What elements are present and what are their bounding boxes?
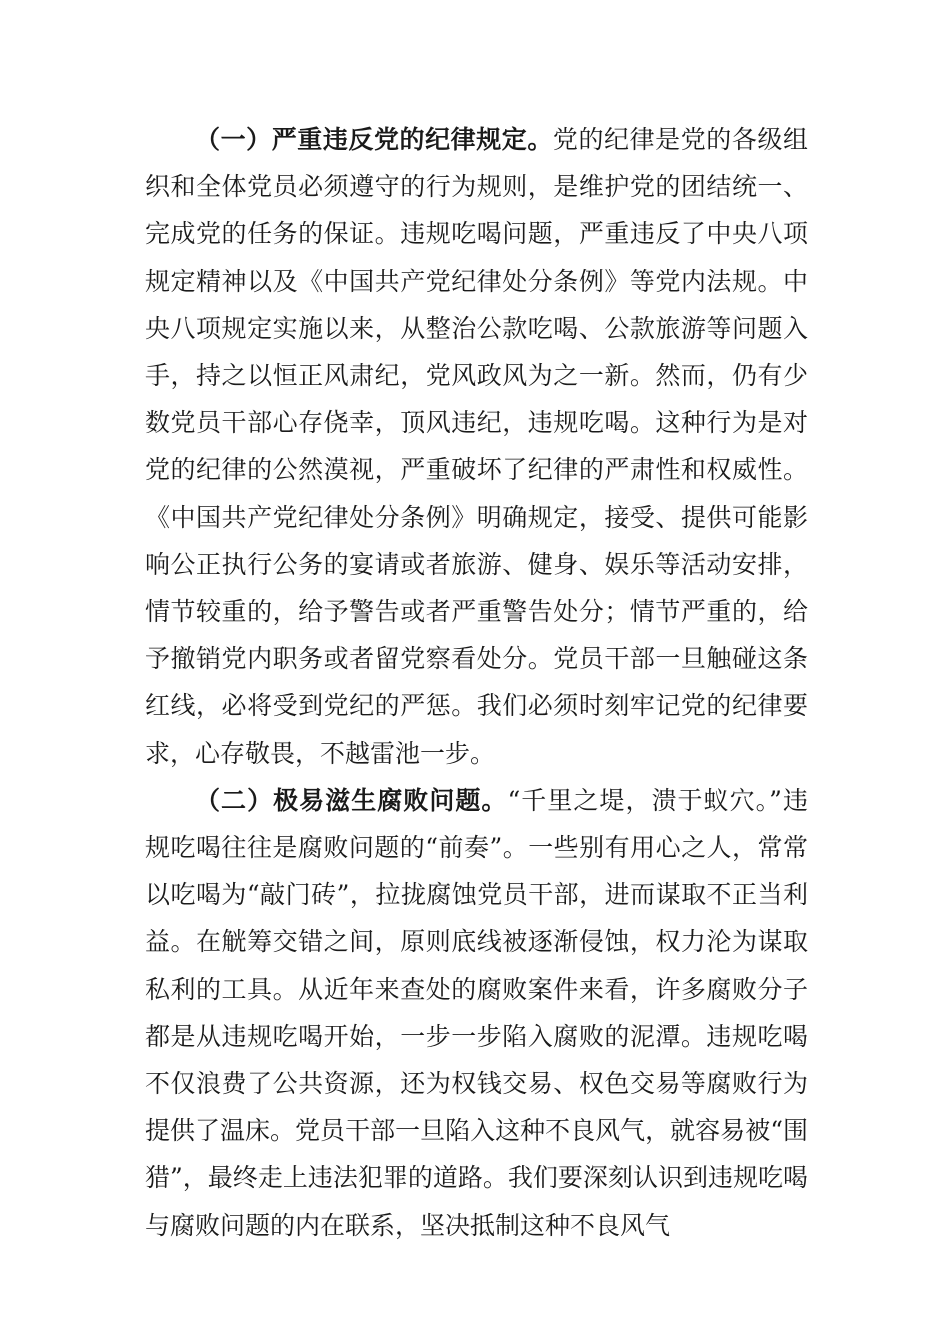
section-heading-2: （二）极易滋生腐败问题。 — [195, 785, 508, 815]
section-heading-1: （一）严重违反党的纪律规定。 — [195, 125, 553, 154]
paragraph-2-body: “千里之堤，溃于蚁穴。”违规吃喝往往是腐败问题的“前奏”。一些别有用心之人，常常以吃喝为“敲门砖”，拉拢腐蚀党员干部，进而谋取不正当利益。在觥筹交错之间，原则底线被逐渐侵蚀，权力沦为谋取私利的工具。从近年来查处的腐败案件来看，许多腐败分子都是从违规吃喝开始，一步一步陷入腐败的泥潭。违规吃喝不仅浪费了公共资源，还为权钱交易、权色交易等腐败行为提供了温床。党员干部一旦陷入这种不良风气，就容易被“围猎”，最终走上违法犯罪的道路。我们要深刻认识到违规吃喝与腐败问题的内在联系，坚决抵制这种不良风气 — [145, 785, 808, 1240]
paragraph-1 — [145, 116, 808, 777]
document-body — [145, 116, 808, 1249]
paragraph-2 — [145, 777, 808, 1249]
paragraph-1-body: 党的纪律是党的各级组织和全体党员必须遵守的行为规则，是维护党的团结统一、完成党的任务的保证。违规吃喝问题，严重违反了中央八项规定精神以及《中国共产党纪律处分条例》等党内法规。中央八项规定实施以来，从整治公款吃喝、公款旅游等问题入手，持之以恒正风肃纪，党风政风为之一新。然而，仍有少数党员干部心存侥幸，顶风违纪，违规吃喝。这种行为是对党的纪律的公然漠视，严重破坏了纪律的严肃性和权威性。《中国共产党纪律处分条例》明确规定，接受、提供可能影响公正执行公务的宴请或者旅游、健身、娱乐等活动安排，情节较重的，给予警告或者严重警告处分；情节严重的，给予撤销党内职务或者留党察看处分。党员干部一旦触碰这条红线，必将受到党纪的严惩。我们必须时刻牢记党的纪律要求，心存敬畏，不越雷池一步。 — [145, 125, 808, 768]
